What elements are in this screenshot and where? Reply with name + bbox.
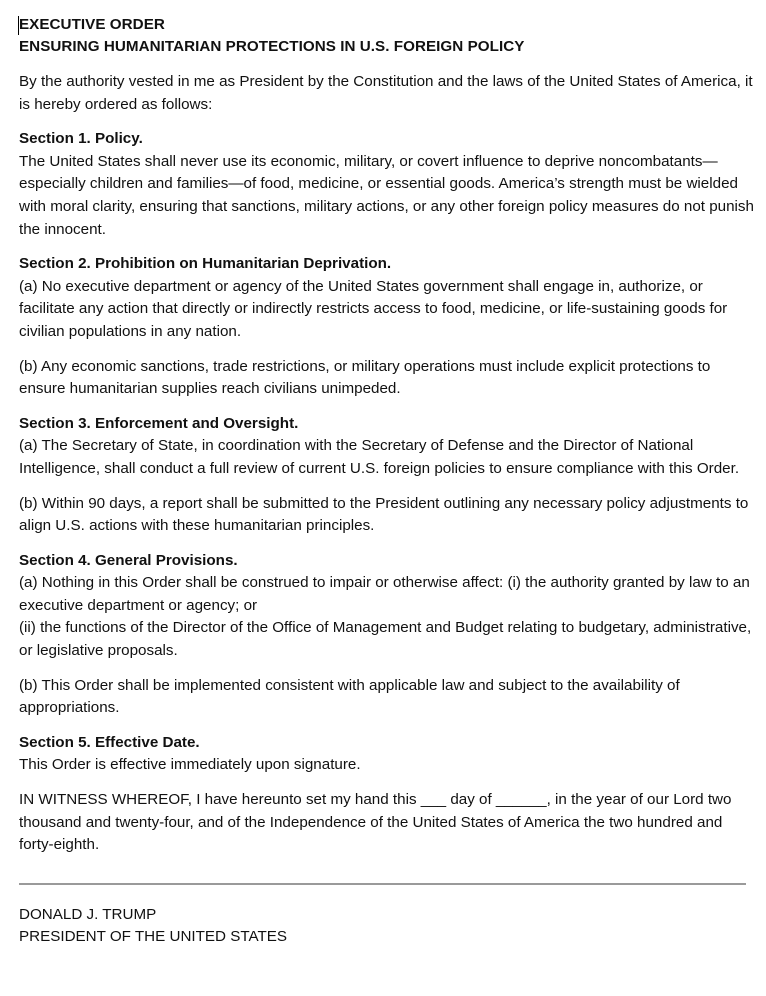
signature-block: [19, 904, 754, 949]
section-paragraph: (a) No executive department or agency of the United States government shall engage in, authorize, or facilitate any action that directly or indirectly restricts access to food, medicine, or life-sustaining goods for civilian populations in any nation.: [19, 277, 728, 340]
section-heading: Section 3. Enforcement and Oversight.: [19, 414, 299, 432]
section-heading: Section 4. General Provisions.: [19, 551, 238, 569]
signature-name: DONALD J. TRUMP: [19, 905, 157, 923]
document-page: [19, 14, 754, 949]
section-3: [19, 413, 754, 538]
section-paragraph: This Order is effective immediately upon signature.: [19, 756, 361, 774]
section-paragraph: The United States shall never use its economic, military, or covert influence to deprive noncombatants—especially children and families—of food, medicine, or essential goods. America’s strength must be wielded with moral clarity, ensuring that sanctions, military actions, or any other foreign policy measures do not punish the innocent.: [19, 152, 754, 238]
title-line-1: EXECUTIVE ORDER: [19, 16, 165, 33]
section-2: [19, 253, 754, 401]
document-title: [19, 14, 754, 58]
text-cursor: [18, 16, 19, 35]
section-heading: Section 1. Policy.: [19, 130, 143, 148]
section-paragraph: (b) This Order shall be implemented consistent with applicable law and subject to the availability of appropriations.: [19, 676, 680, 717]
section-4: [19, 550, 754, 720]
witness-paragraph: IN WITNESS WHEREOF, I have hereunto set my hand this ___ day of ______, in the year of our Lord two thousand and twenty-four, and of the Independence of the United States of America the two hundred and forty-eighth.: [19, 791, 732, 854]
section-paragraph: (a) Nothing in this Order shall be construed to impair or otherwise affect: (i) the authority granted by law to an executive department or agency; or: [19, 574, 750, 614]
section-paragraph: (ii) the functions of the Director of the Office of Management and Budget relating to budgetary, administrative, or legislative proposals.: [19, 619, 752, 660]
signature-title: PRESIDENT OF THE UNITED STATES: [19, 928, 288, 946]
title-line-2: ENSURING HUMANITARIAN PROTECTIONS IN U.S. FOREIGN POLICY: [19, 38, 525, 55]
signature-divider: [19, 883, 746, 885]
section-paragraph: (b) Within 90 days, a report shall be submitted to the President outlining any necessary policy adjustments to align U.S. actions with these humanitarian principles.: [19, 494, 749, 535]
section-5: [19, 732, 754, 777]
section-1: [19, 128, 754, 241]
intro-paragraph: By the authority vested in me as President by the Constitution and the laws of the United States of America, it is hereby ordered as follows:: [19, 73, 753, 113]
section-heading: Section 5. Effective Date.: [19, 733, 200, 751]
section-heading: Section 2. Prohibition on Humanitarian Deprivation.: [19, 255, 392, 273]
section-paragraph: (b) Any economic sanctions, trade restrictions, or military operations must include explicit protections to ensure humanitarian supplies reach civilians unimpeded.: [19, 357, 711, 398]
section-paragraph: (a) The Secretary of State, in coordination with the Secretary of Defense and the Director of National Intelligence, shall conduct a full review of current U.S. foreign policies to ensure compliance with this Order.: [19, 437, 740, 477]
